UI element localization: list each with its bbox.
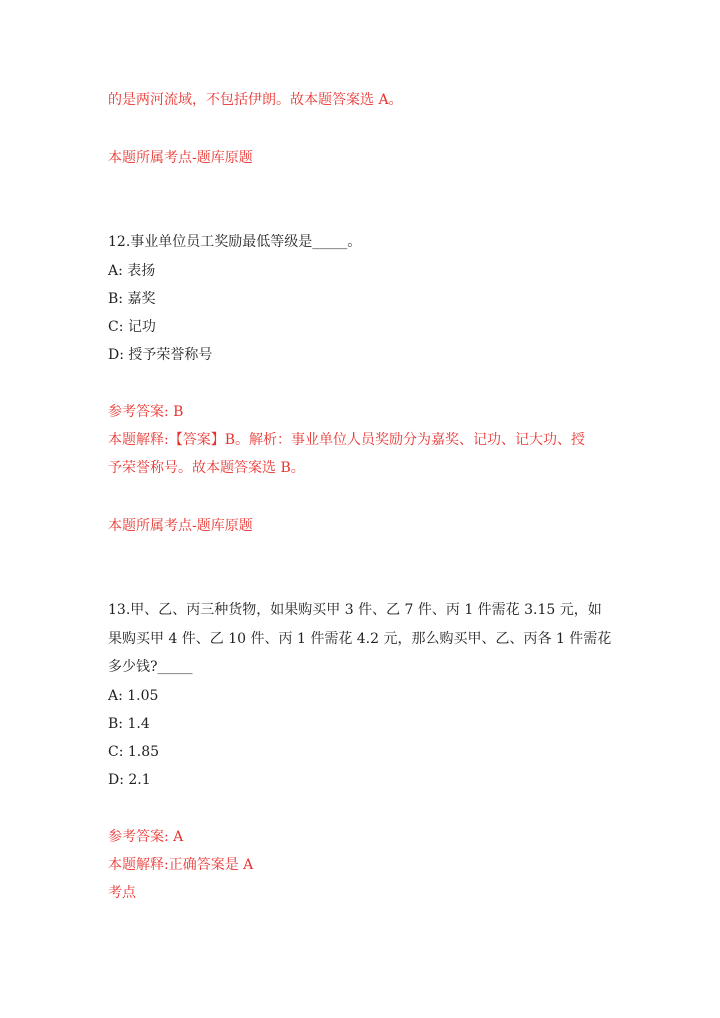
q13-stem-line-1: 13.甲、乙、丙三种货物，如果购买甲 3 件、乙 7 件、丙 1 件需花 3.15 元，如 — [108, 602, 602, 618]
prev-explanation-end: 的是两河流域，不包括伊朗。故本题答案选 A。 — [108, 92, 403, 108]
q13-explanation: 本题解释:正确答案是 A — [108, 857, 254, 873]
q13-option-b: B: 1.4 — [108, 716, 150, 732]
q12-option-a: A: 表扬 — [108, 263, 156, 279]
q12-answer: 参考答案: B — [108, 404, 184, 420]
q12-stem: 12.事业单位员工奖励最低等级是_____。 — [108, 234, 362, 250]
q13-option-c: C: 1.85 — [108, 744, 160, 760]
prev-source: 本题所属考点-题库原题 — [108, 150, 253, 166]
q13-option-a: A: 1.05 — [108, 688, 159, 704]
q12-source: 本题所属考点-题库原题 — [108, 518, 253, 534]
q13-option-d: D: 2.1 — [108, 772, 151, 788]
q12-option-d: D: 授予荣誉称号 — [108, 347, 213, 363]
q12-option-c: C: 记功 — [108, 319, 156, 335]
q13-stem-line-2: 果购买甲 4 件、乙 10 件、丙 1 件需花 4.2 元，那么购买甲、乙、丙各 1 件需花 — [108, 631, 612, 647]
q12-explanation-line-1: 本题解释:【答案】B。解析：事业单位人员奖励分为嘉奖、记功、记大功、授 — [108, 432, 586, 448]
q12-explanation-line-2: 予荣誉称号。故本题答案选 B。 — [108, 460, 305, 476]
q13-answer: 参考答案: A — [108, 829, 184, 845]
q12-option-b: B: 嘉奖 — [108, 291, 156, 307]
q13-stem-line-3: 多少钱?_____ — [108, 659, 193, 675]
q13-source: 考点 — [108, 885, 136, 901]
